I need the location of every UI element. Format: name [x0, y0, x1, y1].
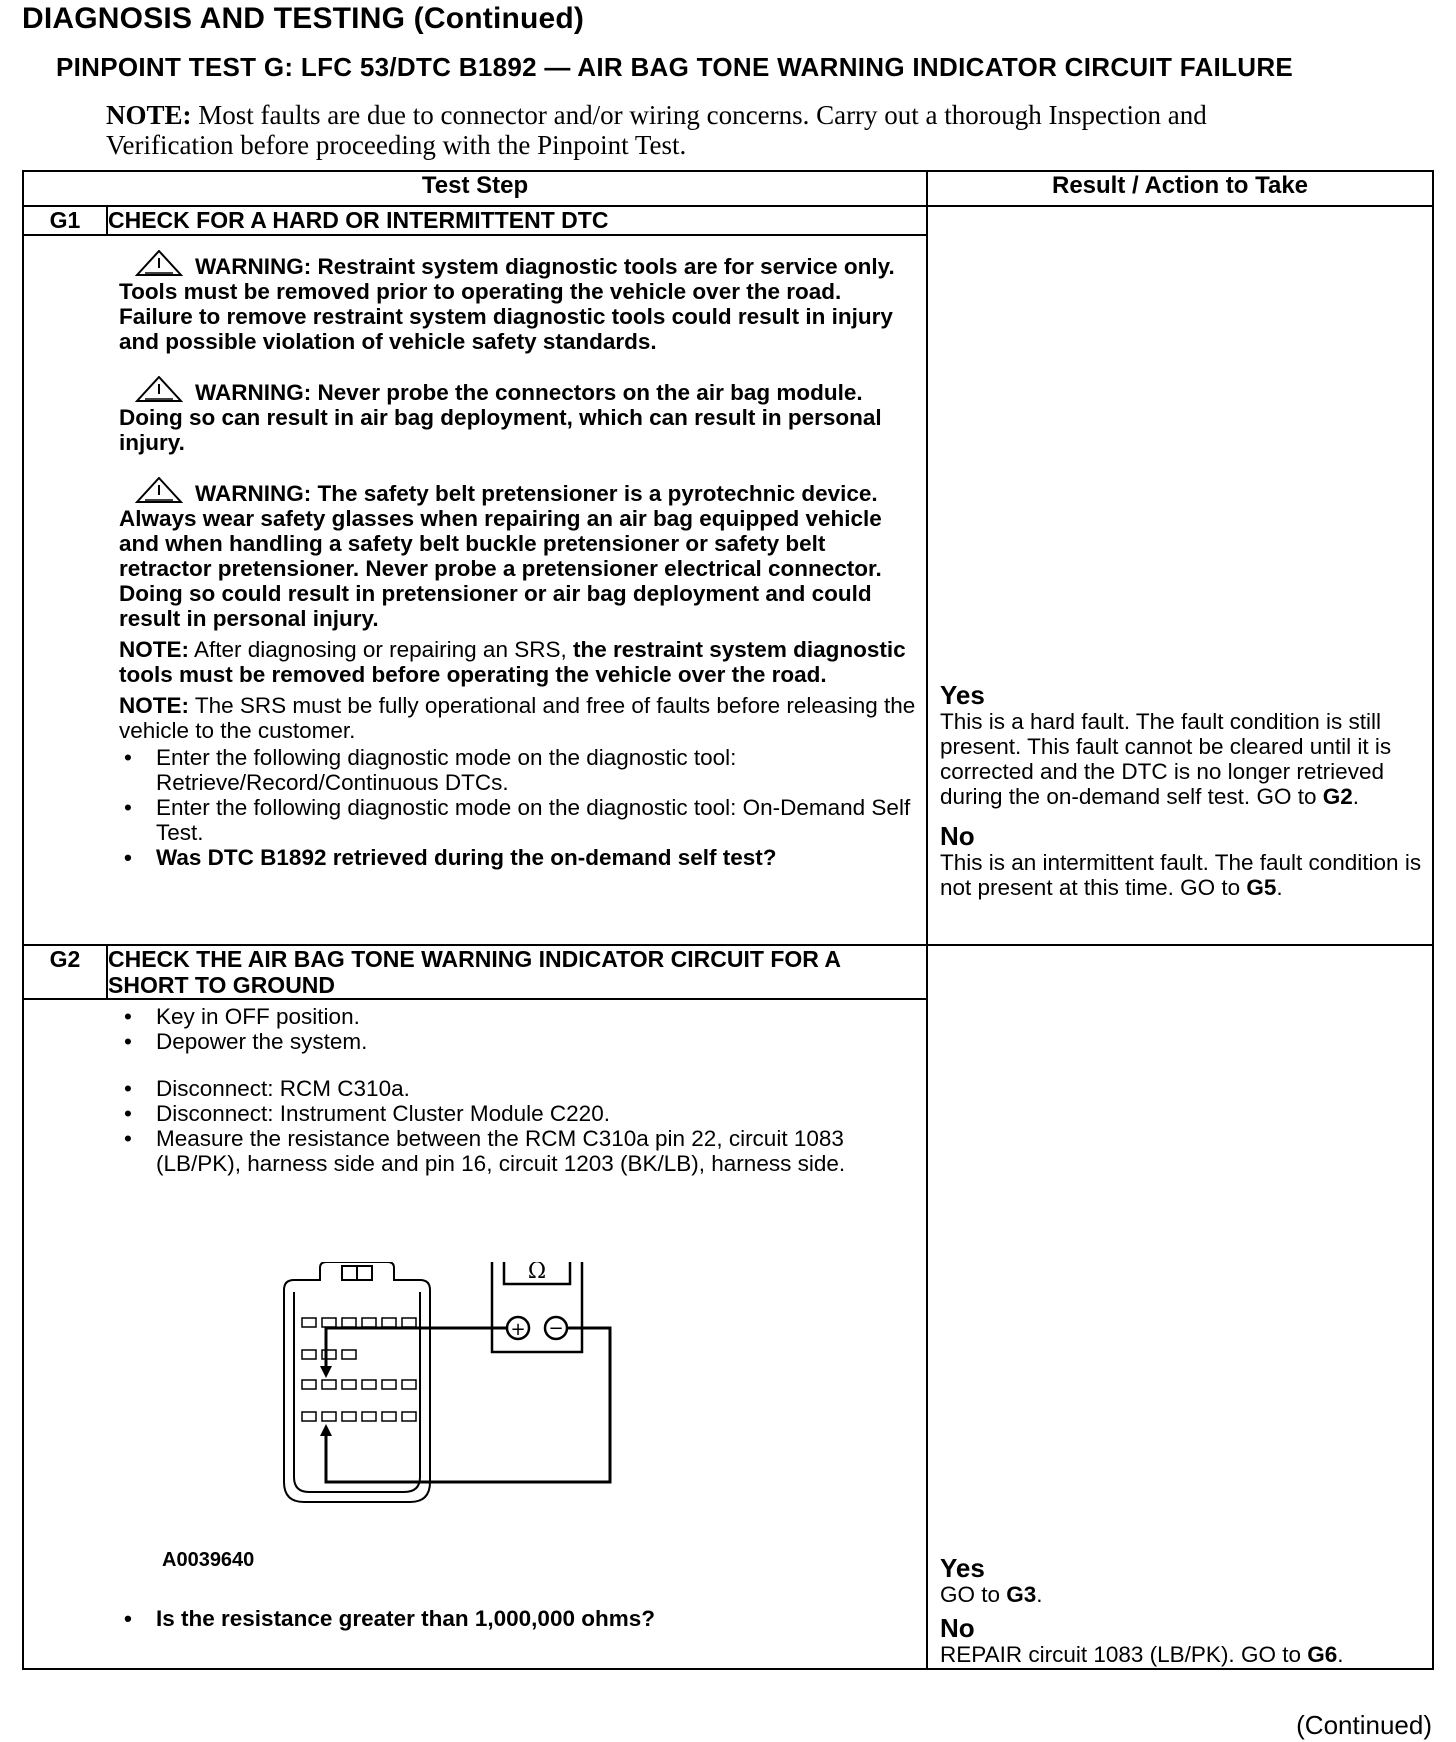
- g2-step-id: G2: [23, 945, 107, 999]
- list-item: • Key in OFF position.: [119, 1004, 916, 1029]
- ohm-symbol-icon: Ω: [527, 1262, 547, 1284]
- g2-result-yes: Yes GO to G3.: [940, 1554, 1426, 1607]
- g2-no-goto: G6: [1307, 1642, 1338, 1667]
- g1-note-2-label: NOTE:: [119, 693, 189, 718]
- g2-question: • Is the resistance greater than 1,000,000 ohms?: [119, 1606, 906, 1631]
- g1-note-2-text: The SRS must be fully operational and free of faults before releasing the vehicle to the customer.: [119, 693, 916, 743]
- g1-no-label: No: [940, 821, 975, 851]
- g1-body-cell: [23, 235, 927, 945]
- section-heading: DIAGNOSIS AND TESTING (Continued): [22, 2, 585, 35]
- list-item: • Enter the following diagnostic mode on the diagnostic tool: On-Demand Self Test.: [119, 795, 916, 845]
- g1-warning-3-text: WARNING: The safety belt pretensioner is a pyrotechnic device. Always wear safety glasses when repairing an air bag equipped vehicle and when handling a safety belt buckle pretensioner or safety belt retractor pretensioner. Never probe a pretensioner electrical connector. Doing so could result in pretensioner or air bag deployment and could result in personal injury.: [119, 481, 882, 631]
- g1-note-1-text: After diagnosing or repairing an SRS,: [189, 637, 573, 662]
- g2-step-list-a: [119, 1004, 916, 1054]
- g1-note-1-emphasis: the restraint system diagnostic tools must be removed before operating the vehicle over the road.: [119, 637, 906, 687]
- g2-result-no: No REPAIR circuit 1083 (LB/PK). GO to G6.: [940, 1614, 1426, 1667]
- g2-body-cell: [23, 999, 927, 1669]
- g1-result-cell: [927, 206, 1433, 945]
- connector-resistance-diagram: [254, 1262, 674, 1522]
- plus-terminal-icon: +: [510, 1319, 526, 1340]
- connector-c310a: [284, 1262, 430, 1502]
- g1-warning-2: [119, 376, 916, 455]
- g2-no-label: No: [940, 1613, 975, 1643]
- g1-title-row: [23, 206, 1433, 235]
- g2-yes-text: GO to: [940, 1582, 1007, 1607]
- g2-step-title: CHECK THE AIR BAG TONE WARNING INDICATOR CIRCUIT FOR A SHORT TO GROUND: [107, 945, 927, 999]
- g1-note-2: [119, 693, 916, 743]
- list-item: • Measure the resistance between the RCM C310a pin 22, circuit 1083 (LB/PK), harness side and pin 16, circuit 1203 (BK/LB), harness side.: [119, 1126, 896, 1176]
- list-item: • Disconnect: Instrument Cluster Module C220.: [119, 1101, 896, 1126]
- figure-id: A0039640: [162, 1549, 255, 1571]
- g1-yes-label: Yes: [940, 680, 985, 710]
- probe-arrows: [320, 1366, 332, 1436]
- g1-warning-3: [119, 477, 916, 631]
- g2-result-cell: [927, 945, 1433, 1669]
- g1-result-yes: Yes This is a hard fault. The fault condition is still present. This fault cannot be cleared until it is corrected and the DTC is no longer retrieved during the on-demand self test. GO to G2.: [940, 681, 1426, 809]
- continued-label: (Continued): [1296, 1710, 1432, 1740]
- list-item: • Enter the following diagnostic mode on the diagnostic tool: Retrieve/Record/Continuous DTCs.: [119, 745, 916, 795]
- list-item: • Depower the system.: [119, 1029, 916, 1054]
- connector-pin-cavities: [302, 1318, 416, 1421]
- intro-note: [106, 100, 1256, 160]
- g1-note-1-label: NOTE:: [119, 637, 189, 662]
- g1-warning-1: [119, 250, 916, 354]
- g1-no-text: This is an intermittent fault. The fault condition is not present at this time. GO to: [940, 850, 1422, 900]
- g1-note-1: [119, 637, 916, 687]
- pinpoint-test-table: [22, 170, 1434, 1670]
- pinpoint-test-title: PINPOINT TEST G: LFC 53/DTC B1892 — AIR BAG TONE WARNING INDICATOR CIRCUIT FAILURE: [56, 52, 1294, 82]
- warning-triangle-icon: [135, 477, 183, 503]
- g1-yes-text: This is a hard fault. The fault condition is still present. This fault cannot be cleared until it is corrected and the DTC is no longer retrieved during the on-demand self test. GO to: [940, 709, 1392, 809]
- warning-triangle-icon: [135, 250, 183, 276]
- note-text: Most faults are due to connector and/or wiring concerns. Carry out a thorough Inspection and Verification before proceeding with the Pinpoint Test.: [106, 100, 1207, 160]
- g1-warning-1-text: WARNING: Restraint system diagnostic tools are for service only. Tools must be removed prior to operating the vehicle over the road. Failure to remove restraint system diagnostic tools could result in injury and possible violation of vehicle safety standards.: [119, 254, 895, 354]
- g1-step-list: [119, 745, 916, 870]
- g1-yes-goto: G2: [1322, 784, 1353, 809]
- g2-yes-label: Yes: [940, 1553, 985, 1583]
- g2-title-row: [23, 945, 1433, 999]
- table-header-row: [23, 171, 1433, 206]
- minus-terminal-icon: −: [548, 1318, 564, 1339]
- g1-question: • Was DTC B1892 retrieved during the on-demand self test?: [119, 845, 916, 870]
- g2-yes-goto: G3: [1006, 1582, 1037, 1607]
- list-item: • Disconnect: RCM C310a.: [119, 1076, 896, 1101]
- col-test-step: Test Step: [23, 171, 927, 206]
- col-result-action: Result / Action to Take: [927, 171, 1433, 206]
- g1-no-goto: G5: [1246, 875, 1277, 900]
- g1-step-id: G1: [23, 206, 107, 235]
- g1-result-no: No This is an intermittent fault. The fault condition is not present at this time. GO to G5.: [940, 822, 1426, 900]
- g2-question-list: [119, 1606, 906, 1631]
- g2-step-list-b: [119, 1076, 916, 1176]
- g1-warning-2-text: WARNING: Never probe the connectors on the air bag module. Doing so can result in air bag deployment, which can result in personal injury.: [119, 380, 882, 455]
- note-label: NOTE:: [106, 100, 192, 130]
- g2-no-text: REPAIR circuit 1083 (LB/PK). GO to: [940, 1642, 1308, 1667]
- warning-triangle-icon: [135, 376, 183, 402]
- g1-step-title: CHECK FOR A HARD OR INTERMITTENT DTC: [107, 206, 927, 235]
